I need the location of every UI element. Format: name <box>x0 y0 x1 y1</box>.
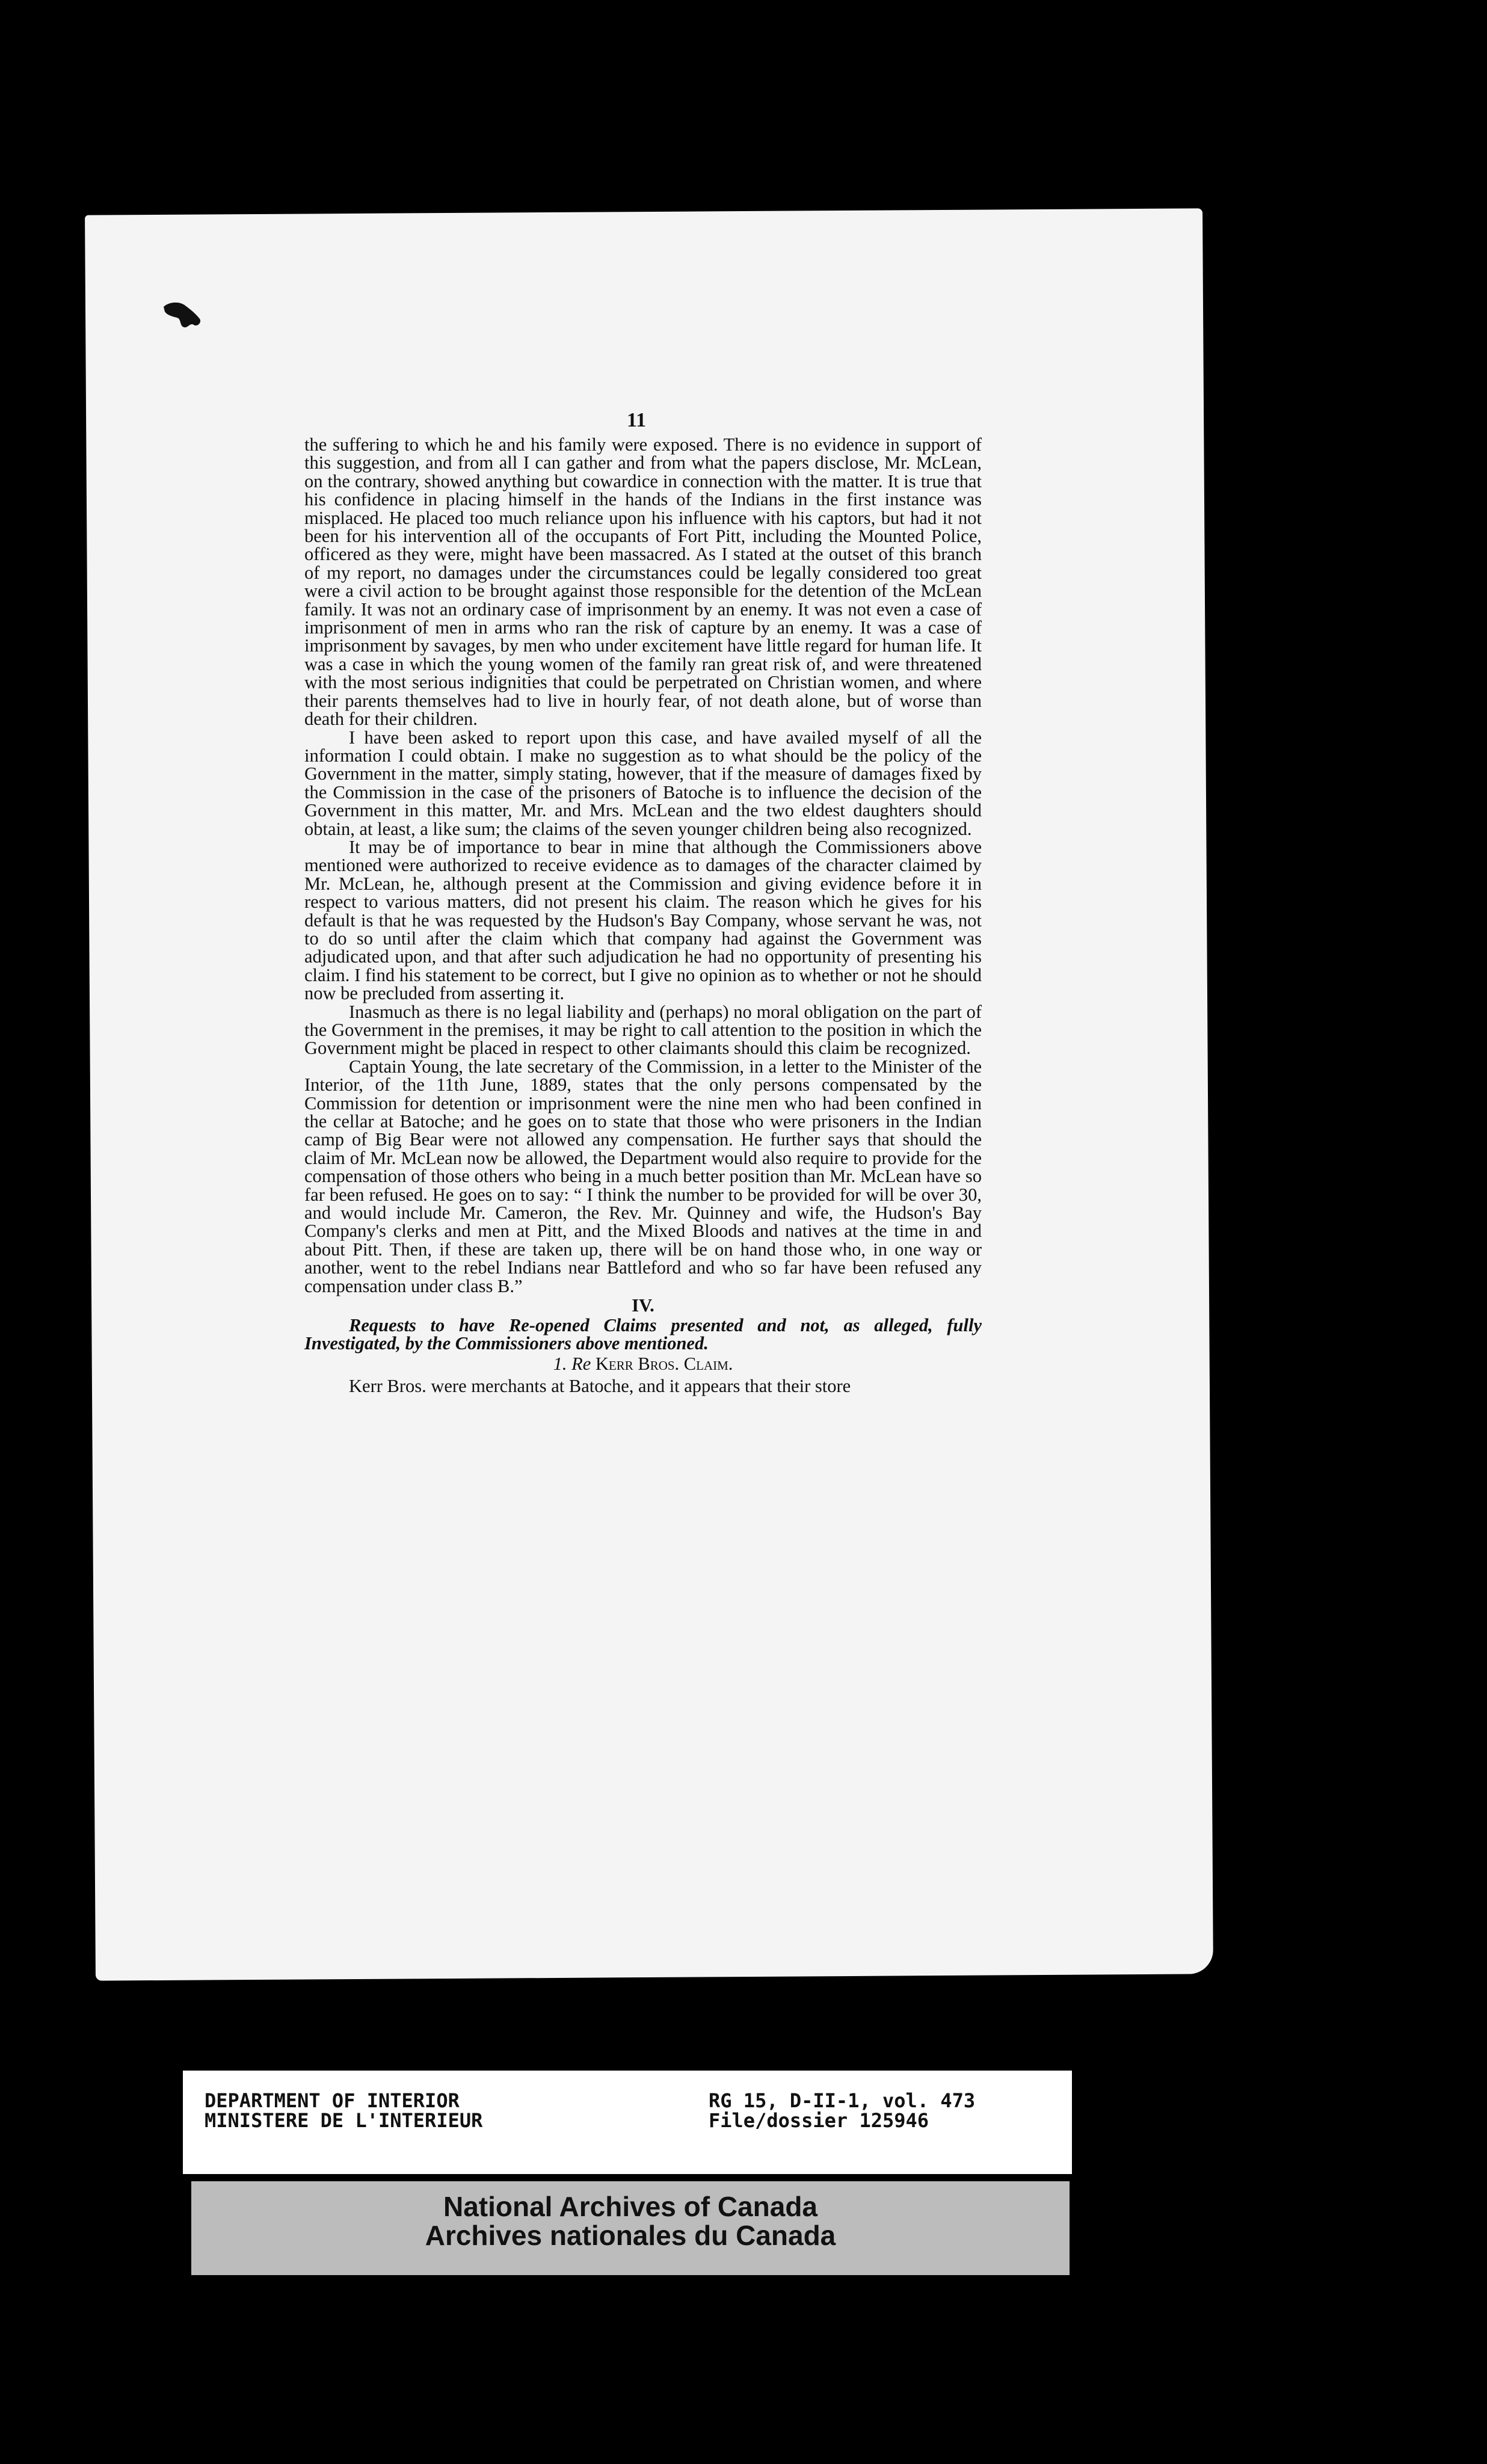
department-fr: MINISTERE DE L'INTERIEUR <box>205 2109 483 2132</box>
document-body <box>304 436 982 1395</box>
ink-blot <box>161 301 203 332</box>
paragraph: I have been asked to report upon this case, and have availed myself of all the information I could obtain. I make no suggestion as to what should be the policy of the Government in the matter, simply stating, however, that if the measure of damages fixed by the Commission in the case of the prisoners of Batoche is to influence the decision of the Government in this matter, Mr. and Mrs. McLean and the two eldest daughters should obtain, at least, a like sum; the claims of the seven younger children being also recognized. <box>304 727 982 839</box>
subheading-title: Kerr Bros. Claim. <box>595 1354 733 1375</box>
reference-label <box>709 2091 975 2131</box>
paragraph: Inasmuch as there is no legal liability and (perhaps) no moral obligation on the part of the Government in the premises, it may be right to call attention to the position in which the Government might be placed in respect to other claimants should this claim be recognized. <box>304 1001 982 1059</box>
paragraph: Kerr Bros. were merchants at Batoche, and it appears that their store <box>349 1375 851 1396</box>
paragraph: Captain Young, the late secretary of the Commission, in a letter to the Minister of the Interior, of the 11th June, 1889, states that the only persons compensated by the Commission for detention or imprisonment were the nine men who had been confined in the cellar at Batoche; and he goes on to state that those who were prisoners in the Indian camp of Big Bear were not allowed any compensation. He further says that should the claim of Mr. McLean now be allowed, the Department would also require to provide for the compensation of those others who being in a much better position than Mr. McLean have so far been refused. He goes on to say: “ I think the number to be provided for will be over 30, and would include Mr. Cameron, the Rev. Mr. Quinney and wife, the Hudson's Bay Company's clerks and men at Pitt, and the Mixed Bloods and natives at the time in and about Pitt. Then, if these are taken up, there will be on hand those who, in one way or another, went to the rebel Indians near Battleford and who so far have been refused any compensation under class B.” <box>304 1056 982 1296</box>
section-numeral: IV. <box>632 1295 654 1316</box>
file-number: File/dossier 125946 <box>709 2109 929 2132</box>
section-heading: Requests to have Re-opened Claims presented and not, as alleged, fully Investigated, by the Commissioners above mentioned. <box>304 1314 982 1354</box>
archives-name-en: National Archives of Canada <box>443 2191 817 2222</box>
subheading-prefix: 1. Re <box>553 1354 591 1375</box>
paragraph: It may be of importance to bear in mine that although the Commissioners above mentioned were authorized to receive evidence as to damages of the character claimed by Mr. McLean, he, although present at the Commission and giving evidence before it in respect to various matters, did not present his claim. The reason which he gives for his default is that he was requested by the Hudson's Bay Company, whose servant he was, not to do so until after the claim which that company had against the Government was adjudicated upon, and that after such adjudication he had no opportunity of presenting his claim. I find his statement to be correct, but I give no opinion as to whether or not he should now be precluded from asserting it. <box>304 836 982 1004</box>
subheading <box>304 1355 982 1373</box>
paragraph: the suffering to which he and his family were exposed. There is no evidence in support of this suggestion, and from all I can gather and from what the papers disclose, Mr. McLean, on the contrary, showed anything but cowardice in connection with the matter. It is true that his confidence in placing himself in the hands of the Indians in the first instance was misplaced. He placed too much reliance upon his influence with his captors, but had it not been for his intervention all of the occupants of Fort Pitt, including the Mounted Police, officered as they were, might have been massacred. As I stated at the outset of this branch of my report, no damages under the circumstances could be legally considered too great were a civil action to be brought against those responsible for the detention of the McLean family. It was not an ordinary case of imprisonment by an enemy. It was not even a case of imprisonment of men in arms who ran the risk of capture by an enemy. It was a case of imprisonment by savages, by men who under excitement have little regard for human life. It was a case in which the young women of the family ran great risk of, and were threatened with the most serious indignities that could be perpetrated on Christian women, and where their parents themselves had to live in hourly fear, of not death alone, but of worse than death for their children. <box>304 434 982 730</box>
archives-text <box>191 2192 1070 2250</box>
page-number: 11 <box>627 409 647 431</box>
record-group: RG 15, D-II-1, vol. 473 <box>709 2089 976 2112</box>
department-label <box>205 2091 482 2131</box>
department-en: DEPARTMENT OF INTERIOR <box>205 2089 460 2112</box>
archives-name-fr: Archives nationales du Canada <box>425 2220 836 2251</box>
